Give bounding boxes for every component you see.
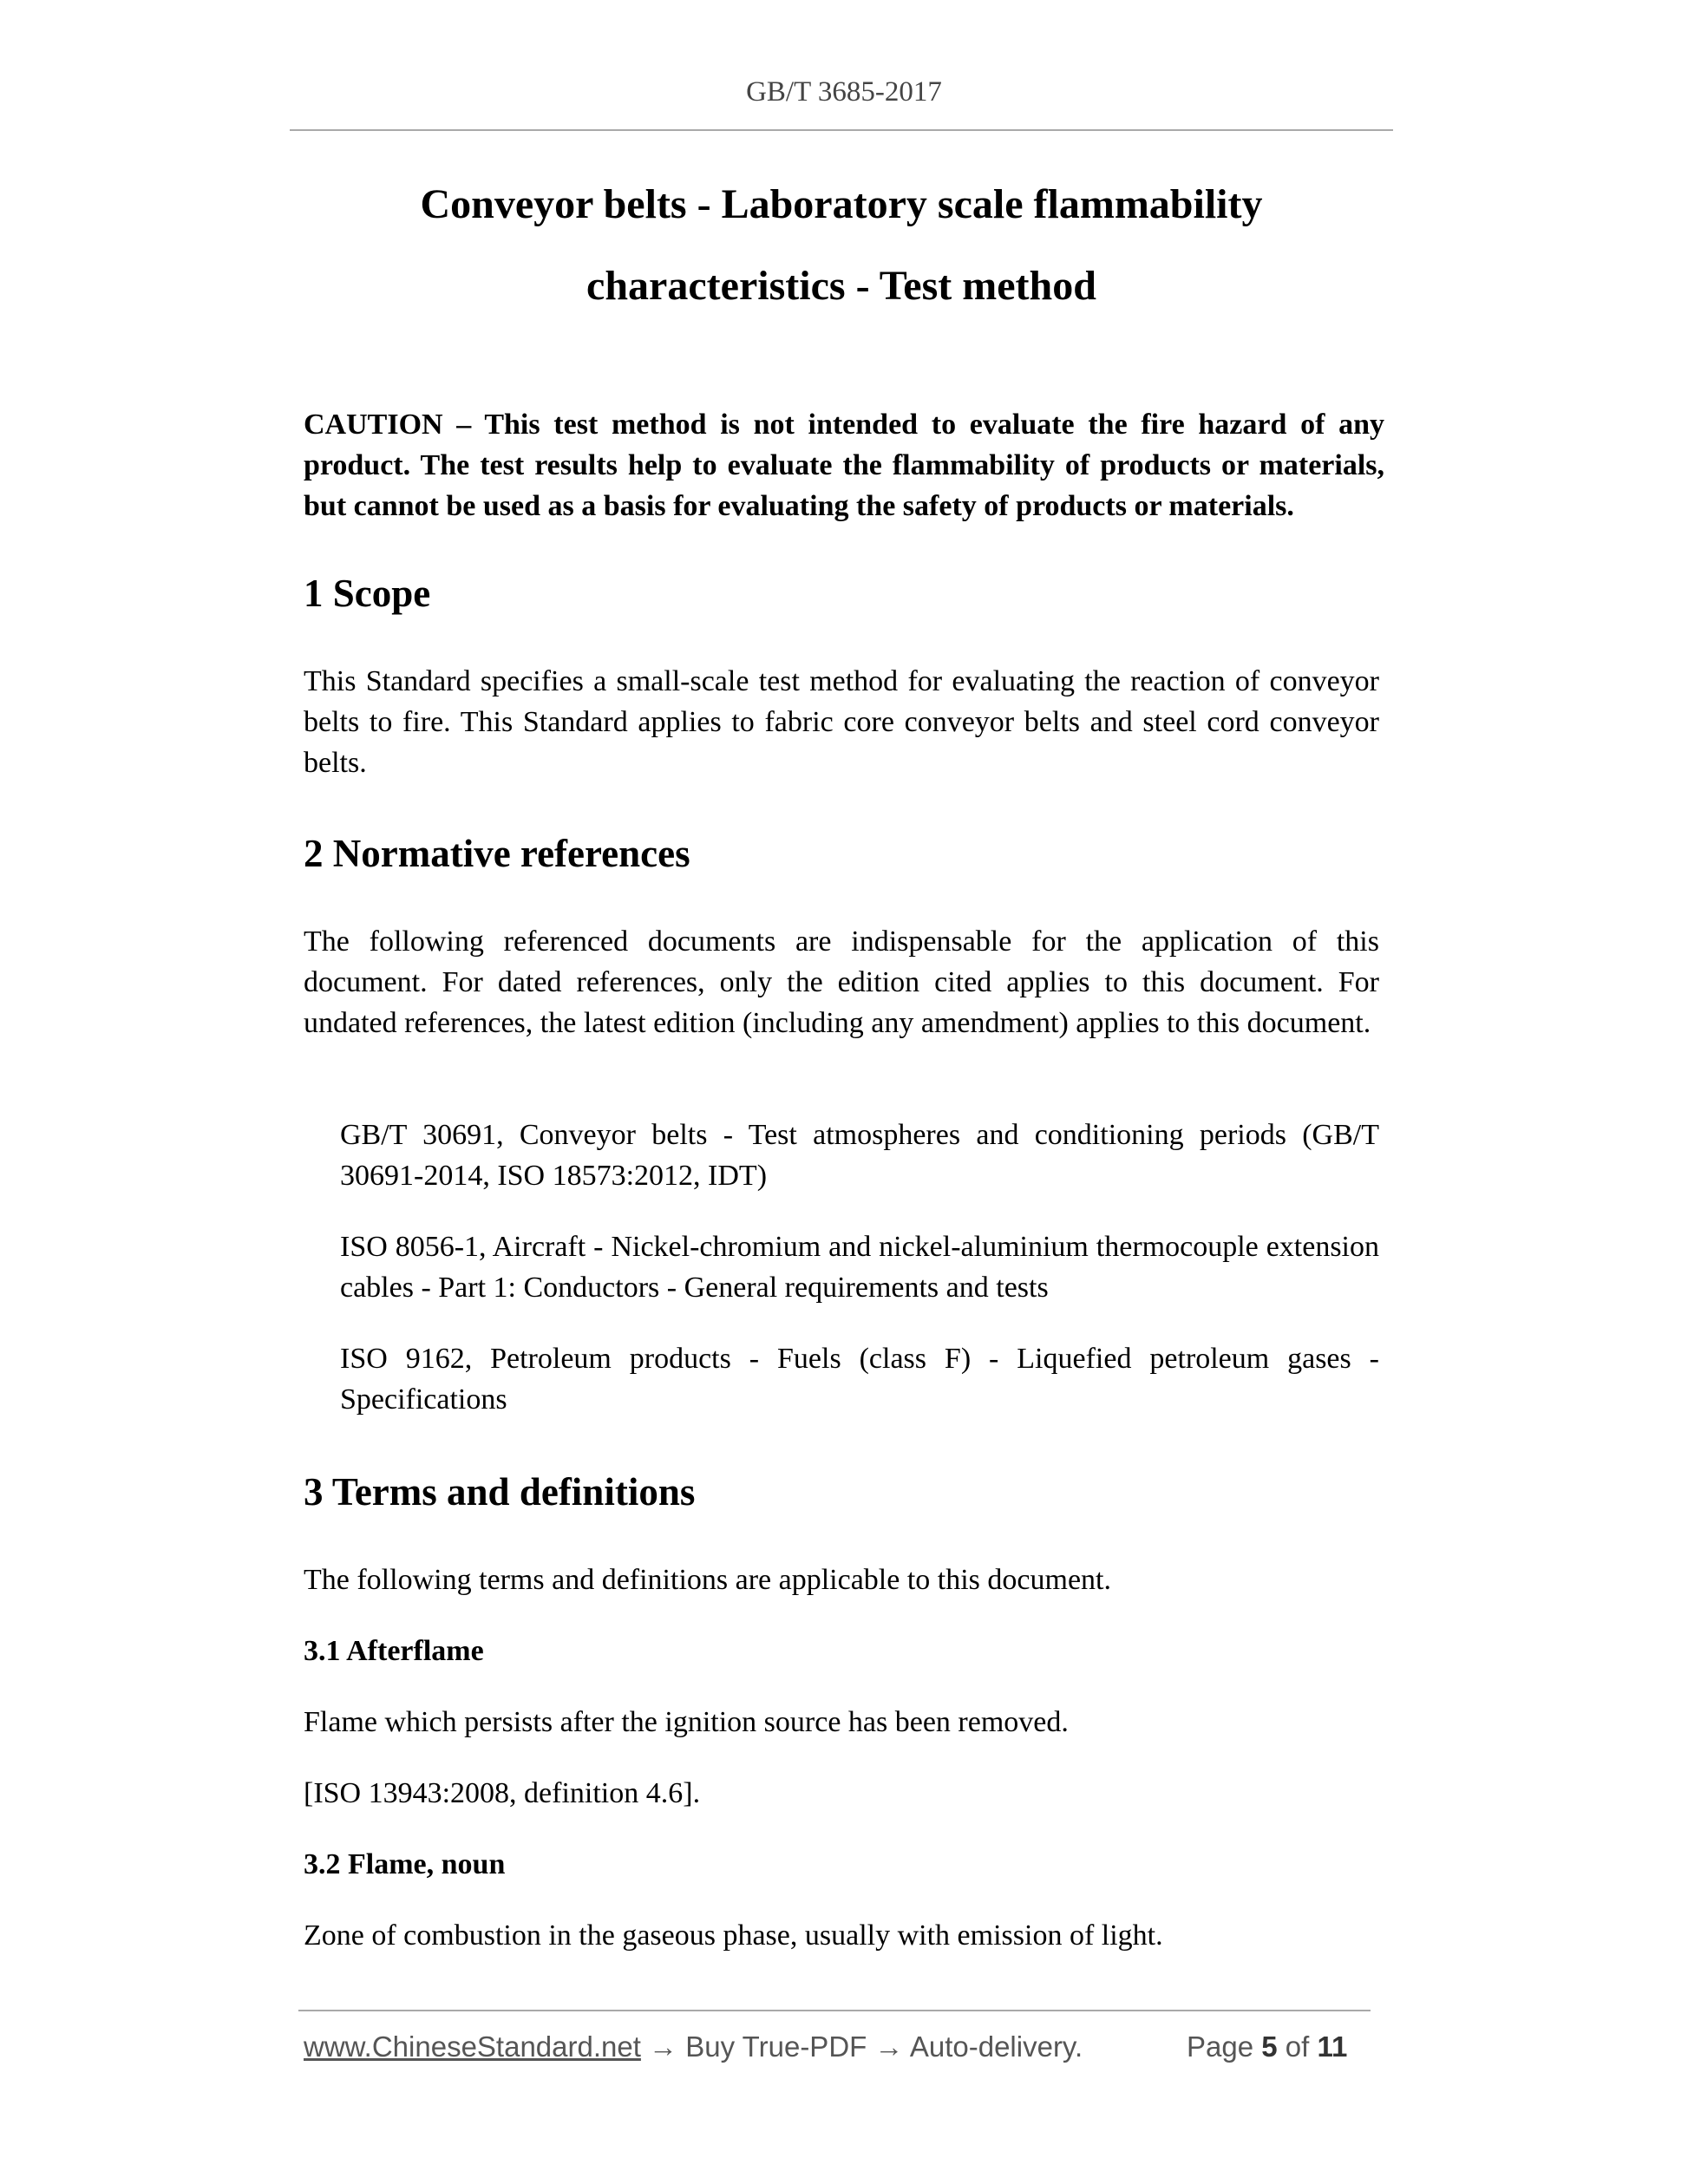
normative-references-paragraph: The following referenced documents are indispensable for the application of this document. For dated references, only the edition cited applies to this document. For undated references, the latest edition (including any amendment) applies to this document. <box>304 925 1379 1039</box>
footer-purchase-line <box>304 2030 1083 2064</box>
footer-divider <box>298 2010 1371 2011</box>
arrow-right-icon: → <box>874 2030 904 2063</box>
caution-notice: CAUTION – This test method is not intended to evaluate the fire hazard of any product. The test results help to evaluate the flammability of products or materials, but cannot be used as a basis for evaluating the safety of products or materials. <box>304 409 1384 522</box>
document-title-line-1: Conveyor belts - Laboratory scale flammability <box>420 181 1263 227</box>
term-source-afterflame: [ISO 13943:2008, definition 4.6]. <box>304 1777 701 1809</box>
section-heading-normative-references: 2 Normative references <box>304 832 690 875</box>
document-code-header: GB/T 3685-2017 <box>746 76 942 108</box>
term-title-flame: 3.2 Flame, noun <box>304 1848 506 1880</box>
header-divider <box>290 129 1393 131</box>
section-heading-scope: 1 Scope <box>304 572 431 615</box>
reference-item: ISO 8056-1, Aircraft - Nickel-chromium and nickel-aluminium thermocouple extension cables - Part 1: Conductors - General requirements and tests <box>340 1231 1379 1304</box>
term-title-afterflame: 3.1 Afterflame <box>304 1635 484 1667</box>
term-definition-flame: Zone of combustion in the gaseous phase, usually with emission of light. <box>304 1919 1163 1952</box>
current-page-number: 5 <box>1261 2030 1278 2063</box>
document-title-line-2: characteristics - Test method <box>586 263 1096 309</box>
terms-intro: The following terms and definitions are applicable to this document. <box>304 1564 1111 1596</box>
page-of-label: of <box>1285 2030 1310 2063</box>
total-pages-number: 11 <box>1317 2030 1348 2063</box>
buy-true-pdf-text: Buy True-PDF <box>685 2030 867 2063</box>
term-definition-afterflame: Flame which persists after the ignition source has been removed. <box>304 1706 1069 1738</box>
reference-item: ISO 9162, Petroleum products - Fuels (class F) - Liquefied petroleum gases - Specifications <box>340 1343 1379 1416</box>
auto-delivery-text: Auto-delivery. <box>909 2030 1083 2063</box>
page-indicator <box>1187 2030 1347 2064</box>
chinesestandard-link[interactable]: www.ChineseStandard.net <box>304 2030 641 2063</box>
reference-item: GB/T 30691, Conveyor belts - Test atmospheres and conditioning periods (GB/T 30691-2014, ISO 18573:2012, IDT) <box>340 1119 1379 1192</box>
arrow-right-icon: → <box>649 2030 678 2063</box>
scope-paragraph: This Standard specifies a small-scale test method for evaluating the reaction of conveyor belts to fire. This Standard applies to fabric core conveyor belts and steel cord conveyor belts. <box>304 665 1379 779</box>
page-label: Page <box>1187 2030 1254 2063</box>
section-heading-terms-definitions: 3 Terms and definitions <box>304 1470 696 1514</box>
